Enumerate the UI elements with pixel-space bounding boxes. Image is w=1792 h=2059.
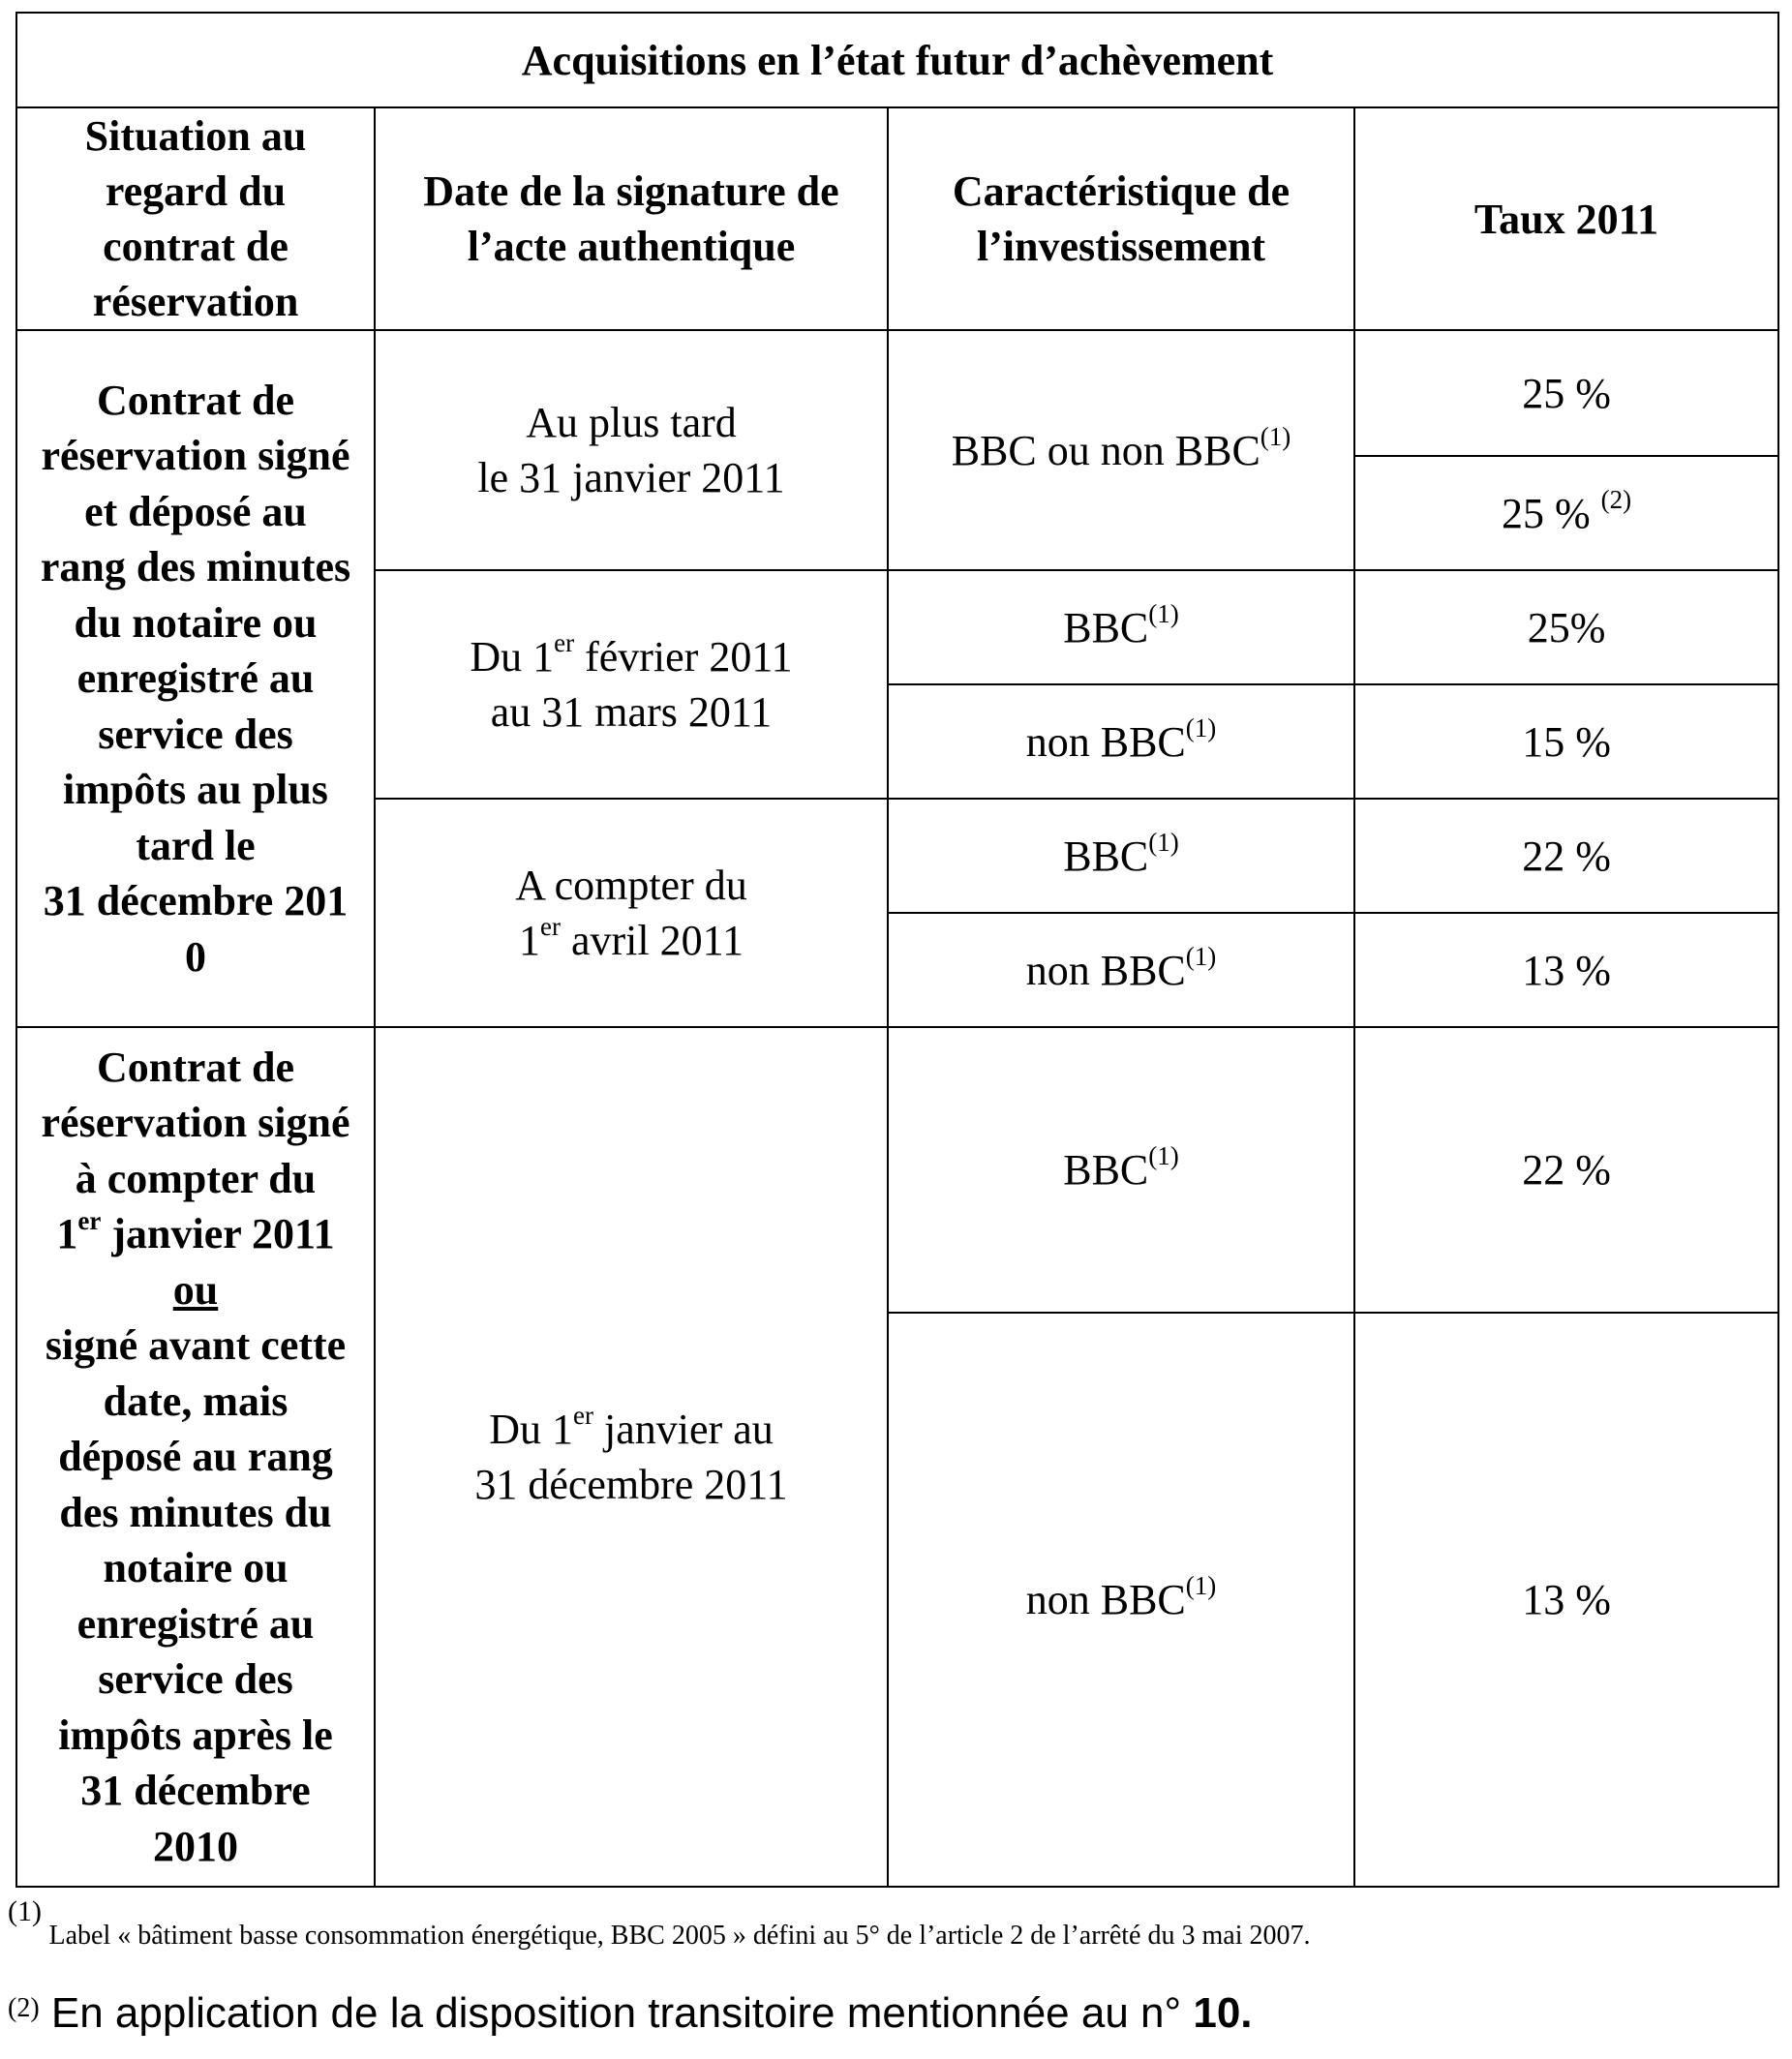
caracteristique-period3-nonbbc: non BBC$^{(1)}$ [888, 913, 1354, 1027]
header-date: Date de la signature de l’acte authentique [375, 107, 888, 330]
caracteristique-period2-bbc: BBC$^{(1)}$ [888, 570, 1354, 684]
taux-period2-nonbbc: 15 % [1354, 684, 1778, 799]
taux-period1-a: 25 % [1354, 330, 1778, 456]
table-title: Acquisitions en l’état futur d’achèvement [16, 13, 1778, 107]
caracteristique-group2-bbc: BBC$^{(1)}$ [888, 1027, 1354, 1313]
header-caracteristique: Caractéristique de l’investissement [888, 107, 1354, 330]
or-underlined: ou [172, 1265, 219, 1314]
footnote-2-ref: 10. [1193, 1989, 1253, 2037]
date-period2: Du 1er février 2011 au 31 mars 2011 [375, 570, 888, 799]
footnote-1-mark: (1) [8, 1895, 42, 1927]
taux-period3-bbc: 22 % [1354, 799, 1778, 913]
taux-period2-bbc: 25% [1354, 570, 1778, 684]
footnote-2 [8, 1989, 1779, 2038]
caracteristique-period2-nonbbc: non BBC$^{(1)}$ [888, 684, 1354, 799]
footnote-1-text: Label « bâtiment basse consommation énergétique, BBC 2005 » défini au 5° de l’article 2 de l’arrêté du 3 mai 2007. [48, 1921, 1311, 1951]
footnote-2-text: En application de la disposition transitoire mentionnée au n° [39, 1989, 1194, 2037]
header-taux: Taux 2011 [1354, 107, 1778, 330]
taux-period3-nonbbc: 13 % [1354, 913, 1778, 1027]
situation-group1: Contrat de réservation signé et déposé au rang des minutes du notaire ou enregistré au service des impôts au plus tard le 31 décembre 201 0 [16, 330, 375, 1027]
header-situation: Situation au regard du contrat de réservation [16, 107, 375, 330]
taux-group2-bbc: 22 % [1354, 1027, 1778, 1313]
date-period3: A compter du 1er avril 2011 [375, 799, 888, 1027]
taux-period1-b: 25 % $^{(2)}$ [1354, 456, 1778, 570]
caracteristique-period3-bbc: BBC$^{(1)}$ [888, 799, 1354, 913]
rates-table [15, 12, 1779, 1888]
caracteristique-period1: BBC ou non BBC$^{(1)}$ [888, 330, 1354, 570]
caracteristique-group2-nonbbc: non BBC$^{(1)}$ [888, 1313, 1354, 1887]
taux-group2-nonbbc: 13 % [1354, 1313, 1778, 1887]
date-period1: Au plus tard le 31 janvier 2011 [375, 330, 888, 570]
footnote-2-mark: (2) [8, 1993, 40, 2023]
footnote-1 [8, 1895, 1779, 1951]
situation-group2: Contrat de réservation signé à compter du 1er janvier 2011 ou signé avant cette date, mais déposé au rang des minutes du notaire ou enregistré au service des impôts après le 31 décembre 2010 [16, 1027, 375, 1887]
date-group2: Du 1er janvier au 31 décembre 2011 [375, 1027, 888, 1887]
